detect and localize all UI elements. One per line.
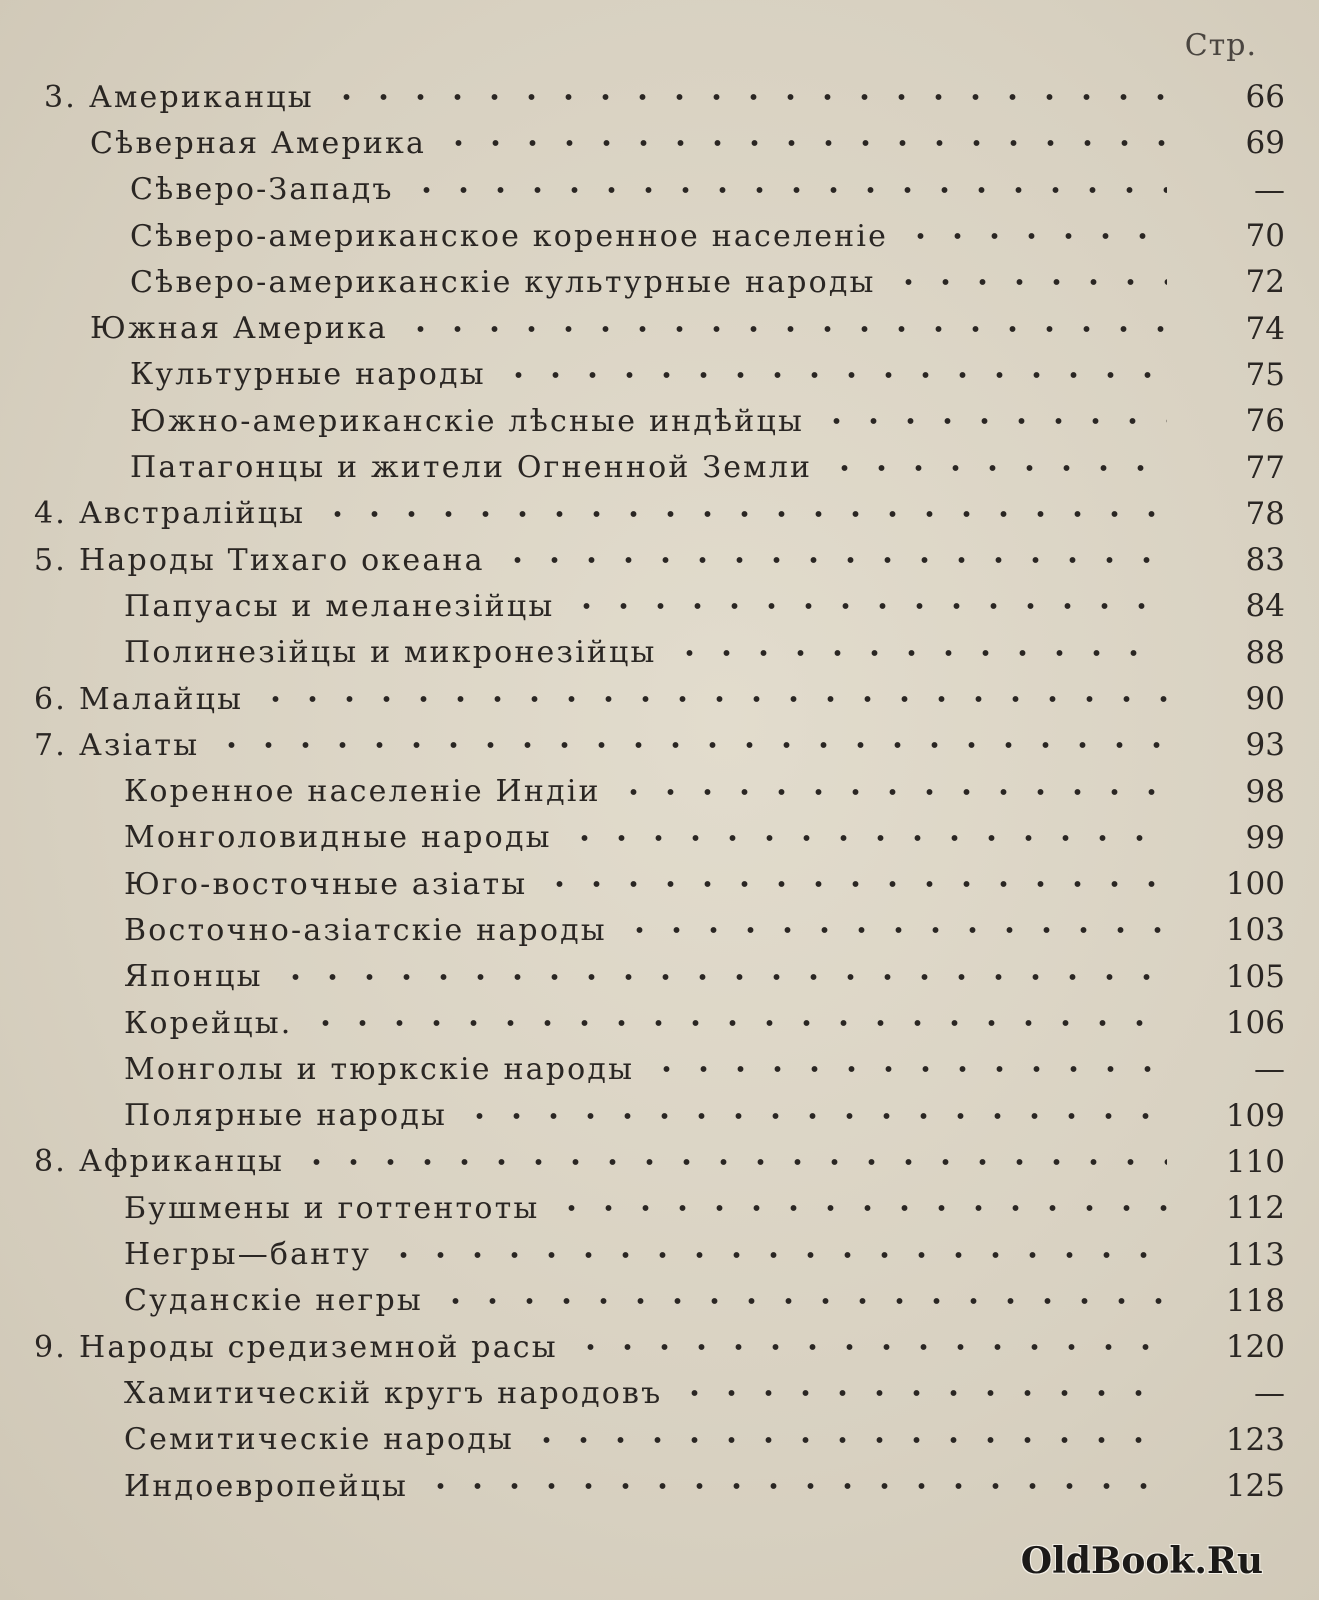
entry-number: 4. (34, 496, 68, 532)
leader-dots (671, 637, 1167, 669)
entry-page: 88 (1245, 634, 1285, 671)
entry-label: Негры—банту (124, 1237, 372, 1273)
toc-entry (0, 907, 1319, 953)
entry-label: Культурные народы (130, 357, 486, 393)
entry-number: 6. (34, 681, 68, 717)
leader-dots (402, 313, 1167, 345)
entry-page: 72 (1245, 264, 1285, 301)
page-column-header: Стр. (1184, 28, 1257, 63)
toc-entry (0, 583, 1319, 629)
entry-label: Японцы (124, 959, 263, 995)
toc-entry (0, 259, 1319, 305)
entry-page: 70 (1245, 218, 1285, 255)
entry-label: Американцы (89, 79, 314, 115)
entry-page: — (1254, 1051, 1285, 1088)
leader-dots (541, 868, 1167, 900)
toc-entry (0, 722, 1319, 768)
entry-label: Корейцы. (124, 1005, 293, 1041)
toc-entry (0, 1000, 1319, 1046)
entry-number: 9. (34, 1329, 68, 1365)
entry-page: 84 (1245, 588, 1285, 625)
entry-label: Сѣверо-американское коренное населенiе (130, 218, 889, 254)
entry-label: Малайцы (79, 681, 244, 717)
toc-entry (0, 1231, 1319, 1277)
entry-page: 99 (1245, 819, 1285, 856)
entry-page: 113 (1225, 1236, 1285, 1273)
leader-dots (676, 1377, 1167, 1409)
toc-entry (0, 1278, 1319, 1324)
leader-dots (385, 1239, 1167, 1271)
leader-dots (461, 1100, 1167, 1132)
leader-dots (277, 961, 1167, 993)
entry-label: Сѣверо-американскiе культурные народы (130, 264, 876, 300)
toc-entry (0, 352, 1319, 398)
entry-page: 110 (1225, 1143, 1285, 1180)
leader-dots (890, 266, 1167, 298)
entry-label: Семитическiе народы (124, 1422, 514, 1458)
leader-dots (826, 452, 1167, 484)
entry-label: Юго-восточные азiаты (124, 866, 528, 902)
leader-dots (902, 220, 1167, 252)
entry-page: 69 (1245, 125, 1285, 162)
entry-page: 83 (1245, 542, 1285, 579)
entry-label: Монголовидные народы (124, 820, 552, 856)
entry-label: Азiаты (79, 727, 200, 763)
leader-dots (499, 544, 1167, 576)
toc-entry (0, 768, 1319, 814)
entry-label: Хамитическiй кругъ народовъ (124, 1375, 663, 1411)
entry-label: Южно-американскiе лѣсные индѣйцы (130, 403, 805, 439)
table-of-contents (0, 74, 1319, 1509)
entry-number: 8. (34, 1144, 68, 1180)
entry-page: 100 (1225, 866, 1285, 903)
entry-label: Папуасы и меланезiйцы (124, 588, 555, 624)
leader-dots (528, 1424, 1167, 1456)
entry-label: Бушмены и готтентоты (124, 1190, 540, 1226)
entry-label: Полярные народы (124, 1098, 448, 1134)
toc-entry (0, 74, 1319, 120)
leader-dots (257, 683, 1167, 715)
leader-dots (572, 1331, 1167, 1363)
entry-label: Монголы и тюркскiе народы (124, 1051, 635, 1087)
leader-dots (440, 127, 1167, 159)
toc-entry (0, 305, 1319, 351)
leader-dots (615, 776, 1167, 808)
entry-page: 123 (1225, 1421, 1285, 1458)
leader-dots (213, 729, 1167, 761)
entry-page: 78 (1245, 495, 1285, 532)
toc-entry (0, 630, 1319, 676)
leader-dots (307, 1007, 1167, 1039)
entry-number: 5. (34, 542, 68, 578)
leader-dots (500, 359, 1167, 391)
toc-entry (0, 1324, 1319, 1370)
entry-page: 74 (1245, 310, 1285, 347)
toc-entry (0, 1046, 1319, 1092)
entry-label: Суданскiе негры (124, 1283, 423, 1319)
leader-dots (437, 1285, 1167, 1317)
entry-page: 105 (1225, 958, 1285, 995)
entry-label: Сѣверная Америка (90, 125, 427, 161)
leader-dots (818, 405, 1167, 437)
entry-label: Африканцы (79, 1144, 285, 1180)
entry-page: 103 (1225, 912, 1285, 949)
toc-entry (0, 491, 1319, 537)
entry-page: 93 (1245, 727, 1285, 764)
toc-entry (0, 444, 1319, 490)
toc-entry (0, 537, 1319, 583)
toc-entry (0, 167, 1319, 213)
entry-label: Индоевропейцы (124, 1468, 409, 1504)
leader-dots (408, 174, 1167, 206)
watermark-logo: OldBook.Ru (1020, 1540, 1263, 1582)
leader-dots (566, 822, 1167, 854)
toc-entry (0, 213, 1319, 259)
entry-page: 75 (1245, 356, 1285, 393)
leader-dots (298, 1146, 1167, 1178)
leader-dots (568, 590, 1167, 622)
entry-page: 98 (1245, 773, 1285, 810)
toc-entry (0, 1093, 1319, 1139)
entry-label: Коренное населенiе Индiи (124, 774, 601, 810)
entry-label: Народы Тихаго океана (79, 542, 485, 578)
entry-page: 112 (1225, 1190, 1285, 1227)
toc-entry (0, 1185, 1319, 1231)
entry-label: Полинезiйцы и микронезiйцы (124, 635, 657, 671)
entry-page: 90 (1245, 681, 1285, 717)
entry-number: 3. (44, 79, 78, 115)
leader-dots (648, 1053, 1167, 1085)
toc-entry (0, 1139, 1319, 1185)
entry-page: 118 (1225, 1282, 1285, 1319)
entry-page: — (1254, 171, 1285, 208)
entry-label: Австралiйцы (79, 496, 306, 532)
toc-entry (0, 815, 1319, 861)
leader-dots (553, 1192, 1167, 1224)
entry-label: Южная Америка (90, 311, 388, 347)
entry-label: Народы средиземной расы (79, 1329, 558, 1365)
entry-page: — (1254, 1375, 1285, 1412)
toc-entry (0, 954, 1319, 1000)
toc-entry (0, 120, 1319, 166)
entry-page: 125 (1225, 1468, 1285, 1505)
entry-number: 7. (34, 727, 68, 763)
leader-dots (422, 1470, 1167, 1502)
leader-dots (328, 81, 1167, 113)
toc-entry (0, 676, 1319, 722)
entry-page: 66 (1245, 79, 1285, 116)
toc-entry (0, 1417, 1319, 1463)
entry-page: 120 (1225, 1329, 1285, 1366)
toc-entry (0, 398, 1319, 444)
entry-page: 76 (1245, 403, 1285, 440)
entry-page: 109 (1225, 1097, 1285, 1134)
entry-label: Патагонцы и жители Огненной Земли (130, 450, 813, 486)
toc-entry (0, 861, 1319, 907)
toc-entry (0, 1463, 1319, 1509)
entry-label: Восточно-азiатскiе народы (124, 912, 607, 948)
entry-page: 77 (1245, 449, 1285, 486)
toc-entry (0, 1370, 1319, 1416)
entry-page: 106 (1225, 1005, 1285, 1042)
leader-dots (319, 498, 1167, 530)
leader-dots (621, 914, 1167, 946)
entry-label: Сѣверо-Западъ (130, 172, 394, 208)
